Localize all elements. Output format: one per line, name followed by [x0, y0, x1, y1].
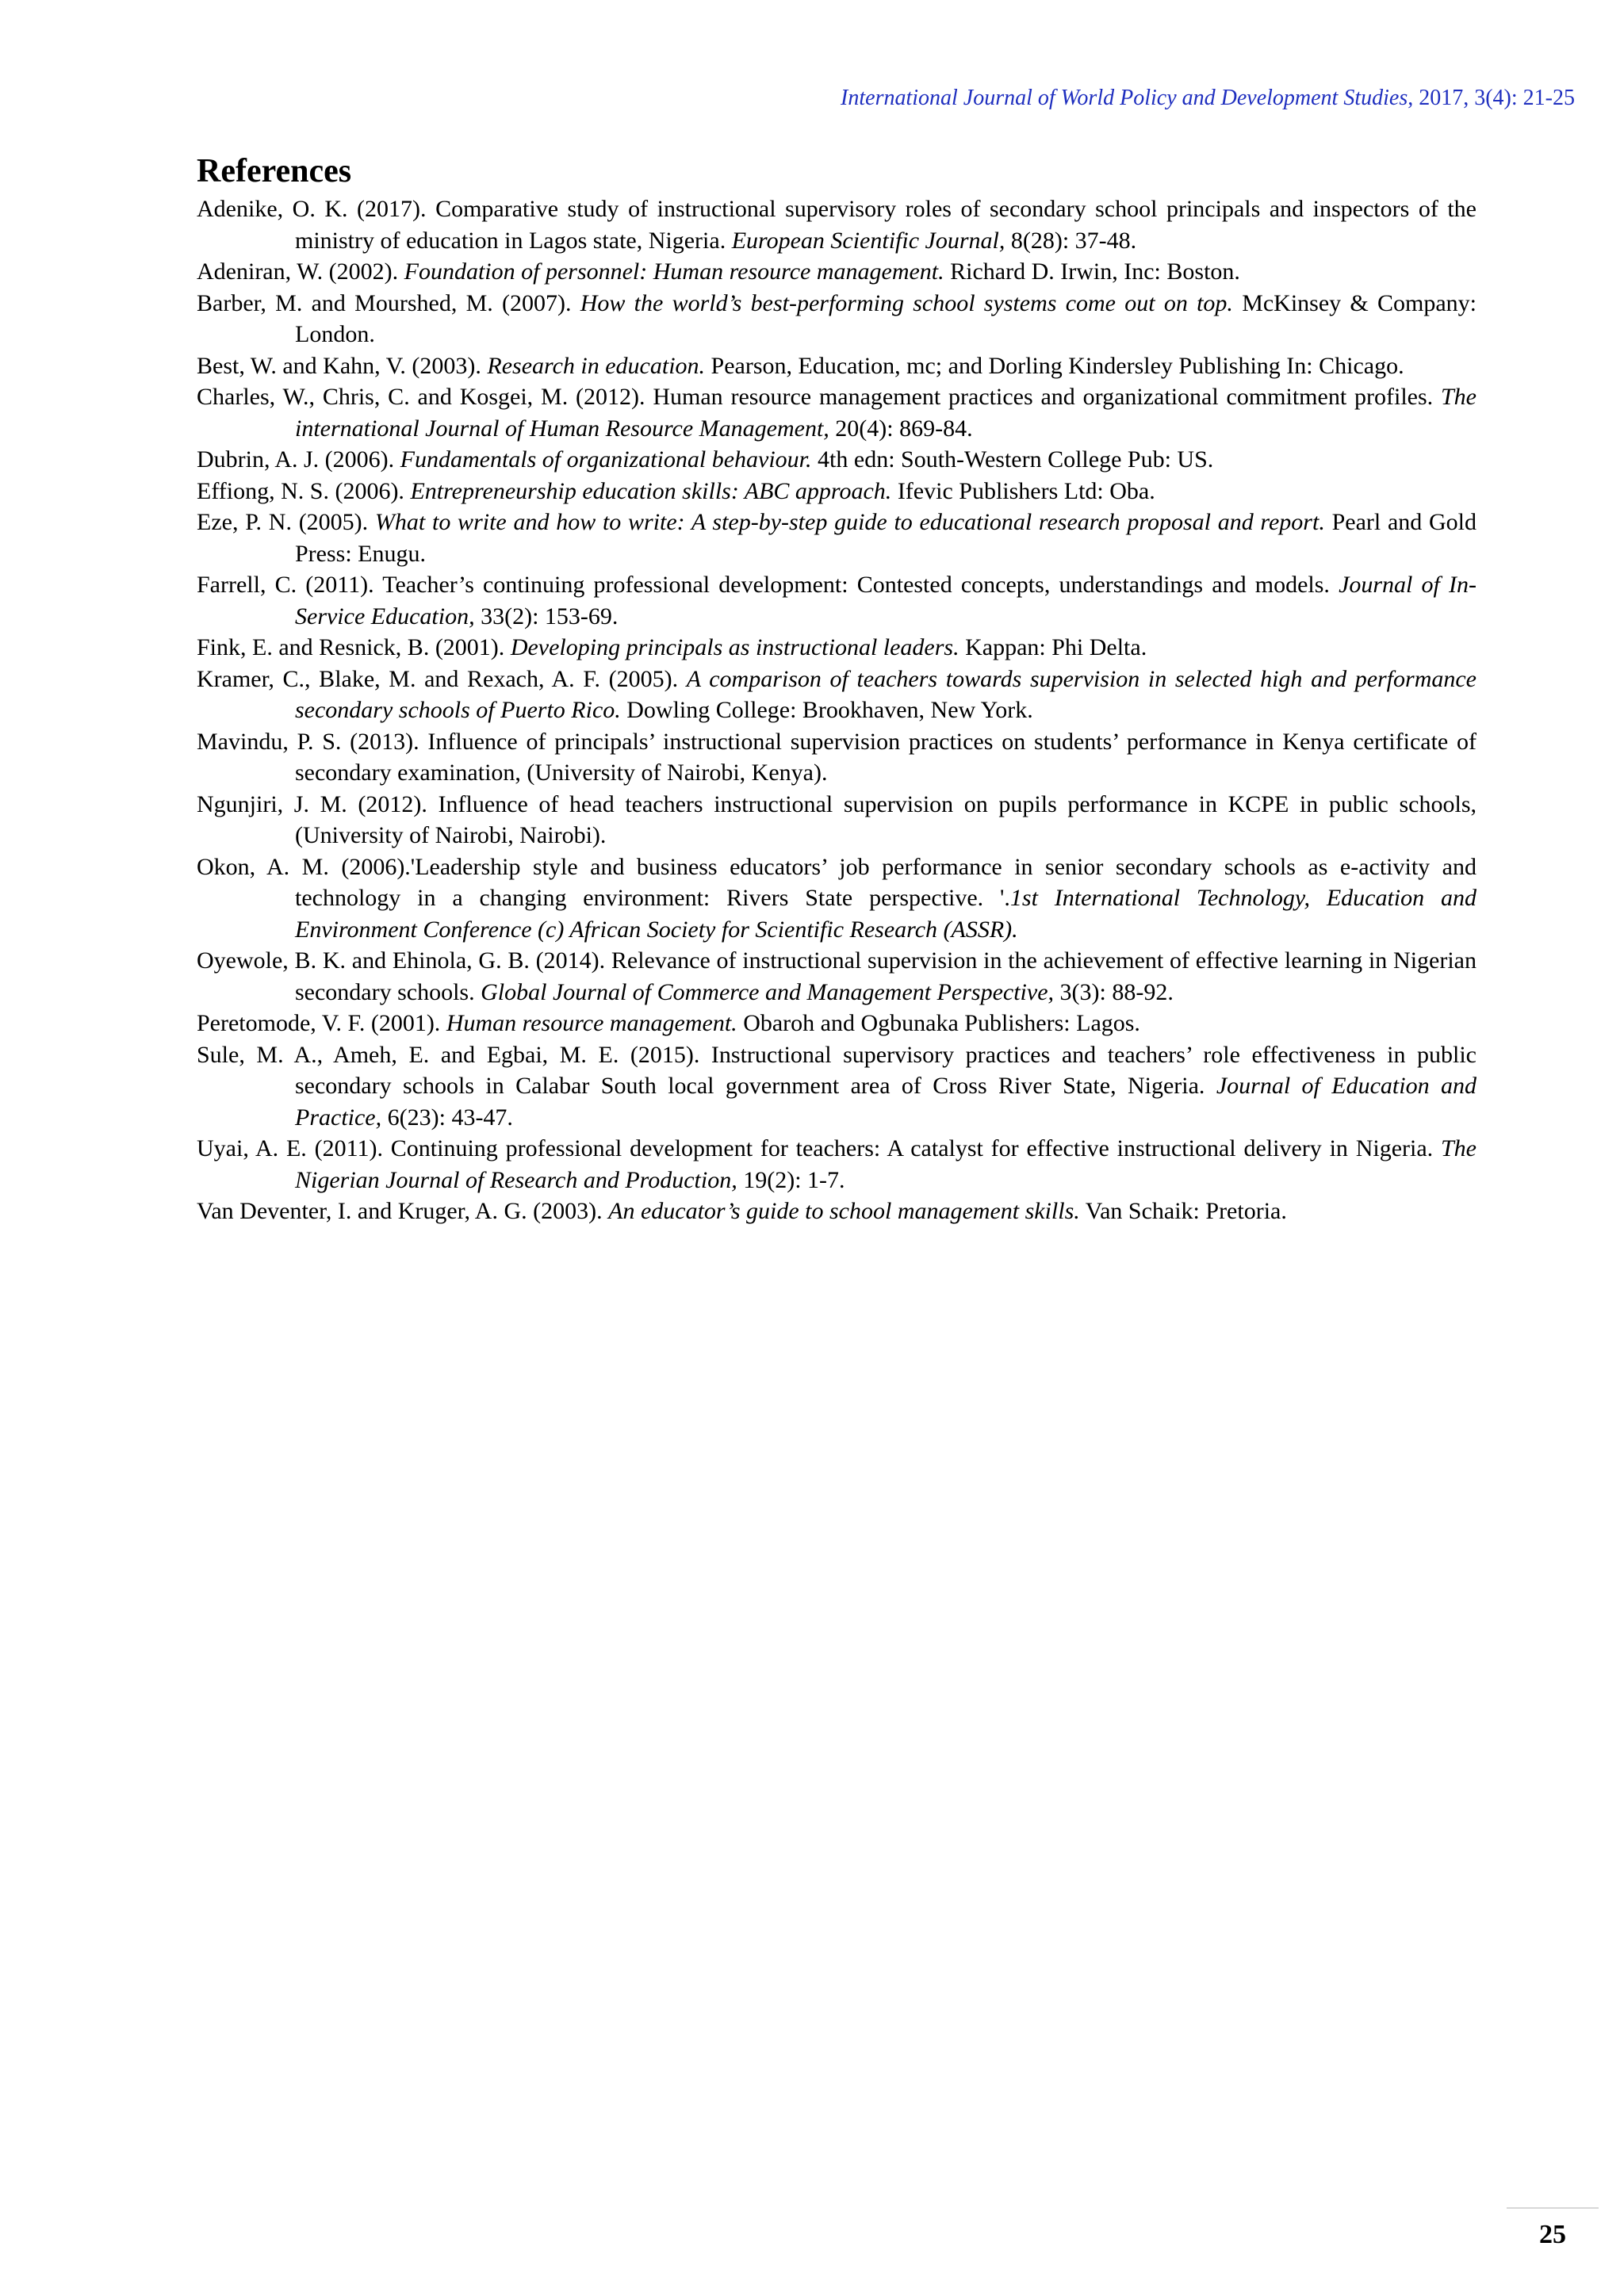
reference-entry — [197, 1133, 1477, 1196]
reference-entry — [197, 256, 1477, 288]
reference-details: 6(23): 43-47. — [381, 1104, 513, 1131]
reference-entry — [197, 444, 1477, 476]
reference-source: Research in education. — [487, 352, 706, 379]
reference-text: Van Deventer, I. and Kruger, A. G. (2003). — [197, 1198, 609, 1224]
reference-source: European Scientific Journal, — [731, 227, 1005, 254]
reference-source: What to write and how to write: A step-by-step guide to educational research proposal and report. — [374, 509, 1325, 535]
reference-entry — [197, 476, 1477, 507]
reference-entry — [197, 945, 1477, 1008]
reference-details: 19(2): 1-7. — [737, 1166, 845, 1193]
reference-text: Best, W. and Kahn, V. (2003). — [197, 352, 488, 379]
reference-entry — [197, 1196, 1477, 1227]
reference-source: A comparison of teachers towards supervision in selected high and performance secondary schools of Puerto Rico. — [295, 665, 1477, 723]
reference-text: Eze, P. N. (2005). — [197, 509, 375, 535]
reference-entry — [197, 632, 1477, 664]
reference-entry — [197, 726, 1477, 789]
reference-details: Kappan: Phi Delta. — [959, 634, 1147, 660]
references-heading: References — [197, 153, 352, 189]
reference-entry — [197, 789, 1477, 851]
reference-source: Journal of Education and Practice, — [295, 1073, 1477, 1131]
footer-divider — [1507, 2207, 1599, 2209]
reference-source: Fundamentals of organizational behaviour. — [400, 446, 812, 473]
running-header — [841, 86, 1575, 111]
reference-text: Fink, E. and Resnick, B. (2001). — [197, 634, 511, 660]
reference-entry — [197, 1008, 1477, 1039]
reference-source: The Nigerian Journal of Research and Production, — [295, 1135, 1477, 1193]
reference-text: Peretomode, V. F. (2001). — [197, 1010, 446, 1036]
reference-text: Effiong, N. S. (2006). — [197, 477, 411, 504]
reference-text: Farrell, C. (2011). Teacher’s continuing professional development: Contested concepts, understandings and models. — [197, 572, 1339, 598]
reference-text: Oyewole, B. K. and Ehinola, G. B. (2014). Relevance of instructional supervision in the achievement of effective learning in Nigerian secondary schools. — [197, 947, 1477, 1005]
reference-details: Van Schaik: Pretoria. — [1079, 1198, 1287, 1224]
page-number: 25 — [1539, 2220, 1566, 2249]
reference-text: Ngunjiri, J. M. (2012). Influence of head teachers instructional supervision on pupils performance in KCPE in public schools, (University of Nairobi, Nairobi). — [197, 790, 1477, 848]
reference-text: Barber, M. and Mourshed, M. (2007). — [197, 289, 580, 316]
reference-source: 1st International Technology, Education and Environment Conference (c) African Society for Scientific Research (ASSR). — [295, 885, 1477, 943]
reference-text: Mavindu, P. S. (2013). Influence of principals’ instructional supervision practices on students’ performance in Kenya certificate of secondary examination, (University of Nairobi, Kenya). — [197, 728, 1477, 786]
reference-source: Foundation of personnel: Human resource management. — [404, 258, 944, 285]
reference-entry — [197, 1039, 1477, 1134]
reference-text: Sule, M. A., Ameh, E. and Egbai, M. E. (2015). Instructional supervisory practices and teachers’ role effectiveness in public secondary schools in Calabar South local government area of Cross River State, Nigeria. — [197, 1041, 1477, 1099]
reference-details: Richard D. Irwin, Inc: Boston. — [944, 258, 1240, 285]
reference-entry — [197, 288, 1477, 350]
reference-text: Uyai, A. E. (2011). Continuing professional development for teachers: A catalyst for effective instructional delivery in Nigeria. — [197, 1135, 1441, 1161]
reference-text: Kramer, C., Blake, M. and Rexach, A. F. (2005). — [197, 665, 687, 692]
reference-text: Dubrin, A. J. (2006). — [197, 446, 400, 473]
reference-entry — [197, 507, 1477, 569]
reference-details: Pearson, Education, mc; and Dorling Kindersley Publishing In: Chicago. — [705, 352, 1404, 379]
reference-details: Ifevic Publishers Ltd: Oba. — [891, 477, 1155, 504]
reference-list — [197, 193, 1477, 1227]
reference-entry — [197, 350, 1477, 382]
journal-citation: , 2017, 3(4): 21-25 — [1408, 86, 1575, 110]
reference-details: Obaroh and Ogbunaka Publishers: Lagos. — [737, 1010, 1140, 1036]
reference-details: 20(4): 869-84. — [829, 415, 973, 442]
reference-source: The international Journal of Human Resource Management, — [295, 384, 1477, 442]
reference-details: 3(3): 88-92. — [1054, 978, 1174, 1005]
reference-entry — [197, 381, 1477, 444]
reference-entry — [197, 664, 1477, 726]
reference-entry — [197, 569, 1477, 632]
reference-details: McKinsey & Company: London. — [295, 289, 1477, 347]
reference-text: Charles, W., Chris, C. and Kosgei, M. (2012). Human resource management practices and organizational commitment profiles. — [197, 384, 1441, 410]
reference-entry — [197, 193, 1477, 256]
reference-details: 8(28): 37-48. — [1005, 227, 1137, 254]
references-section — [197, 151, 1477, 1227]
reference-source: Human resource management. — [446, 1010, 737, 1036]
reference-details: Pearl and Gold Press: Enugu. — [295, 509, 1477, 567]
reference-source: How the world’s best-performing school systems come out on top. — [580, 289, 1233, 316]
reference-text: Okon, A. M. (2006).'Leadership style and business educators’ job performance in senior secondary schools as e-activity and technology in a changing environment: Rivers State perspective. '. — [197, 853, 1477, 911]
reference-source: Developing principals as instructional leaders. — [510, 634, 959, 660]
reference-details: 33(2): 153-69. — [474, 603, 619, 629]
reference-details: Dowling College: Brookhaven, New York. — [620, 697, 1033, 723]
reference-source: Journal of In-Service Education, — [295, 572, 1477, 629]
reference-text: Adeniran, W. (2002). — [197, 258, 404, 285]
reference-details: 4th edn: South-Western College Pub: US. — [811, 446, 1214, 473]
reference-text: Adenike, O. K. (2017). Comparative study of instructional supervisory roles of secondary school principals and inspectors of the ministry of education in Lagos state, Nigeria. — [197, 196, 1477, 254]
reference-source: An educator’s guide to school management skills. — [608, 1198, 1080, 1224]
reference-source: Global Journal of Commerce and Management Perspective, — [481, 978, 1055, 1005]
reference-entry — [197, 851, 1477, 946]
reference-source: Entrepreneurship education skills: ABC approach. — [410, 477, 892, 504]
journal-name: International Journal of World Policy and Development Studies — [841, 86, 1408, 110]
